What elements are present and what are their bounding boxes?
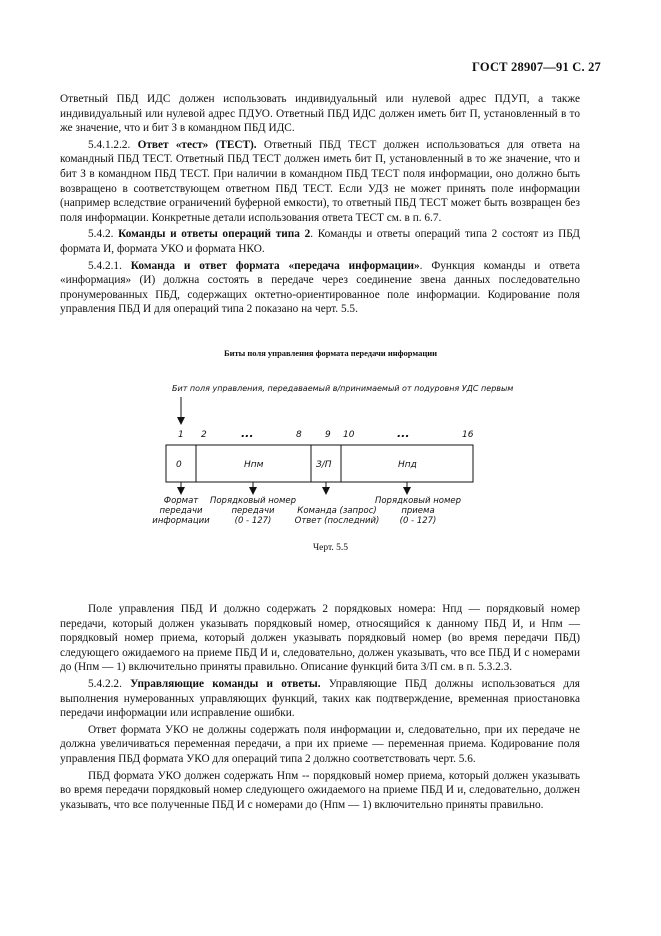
clause-title: Команды и ответы операций типа 2 [118,228,311,241]
figure-title: Биты поля управления формата передачи информации [223,348,438,358]
legend-line: Порядковый номер [209,496,297,506]
legend-line: Формат [163,496,199,506]
bit-label: 9 [325,430,331,440]
figure-caption: Черт. 5.5 [312,543,349,553]
bit-label: 8 [296,430,302,440]
paragraph: Ответ формата УКО не должны содержать поля информации и, следовательно, при их передаче не должна увеличиваться переменная передачи, а при их приеме — переменная приема. Кодирование поля управления ПБД формата УКО для операций типа 2 должно соответствовать черт. 5.6. [60,723,580,765]
bit-label: 10 [343,430,355,440]
legend-line: Порядковый номер [374,496,462,506]
legend-line: (0 - 127) [234,516,272,526]
cell-npm: Нпм [244,460,264,470]
arrow-head [177,487,185,495]
legend-line: (0 - 127) [399,516,437,526]
paragraph [60,227,580,256]
bottom-text-block [60,602,580,814]
bit-label: ... [397,427,410,440]
clause-number: 5.4.1.2.2. [88,138,131,151]
legend-line: информации [152,516,210,526]
arrow-head [249,487,257,495]
arrow-head [403,487,411,495]
top-text-block [60,92,580,319]
clause-text: Ответный ПБД ТЕСТ должен использоваться для ответа на командный ПБД ТЕСТ. Ответный ПБД ТЕСТ должен иметь бит П, установленный в то же значение, что и бит З в командном ПБД ТЕСТ. При наличии в командном ПБД ТЕСТ поля информации, оно должно быть возвращено в соответствующем ответном ПБД ТЕСТ. Если УДЗ не может принять поле информации (например вследствие ограничений буферной емкости), то ответный ПБД ТЕСТ может быть возвращен без поля информации. Конкретные детали использования ответа ТЕСТ см. в п. 6.7. [60,138,581,224]
legend-line: передачи [231,506,275,516]
legend-line: Команда (запрос) [297,506,377,516]
legend-line: приема [401,506,435,516]
cell-format: 0 [176,460,182,470]
paragraph [60,677,580,721]
cell-zp: З/П [316,460,332,470]
legend-line: передачи [159,506,203,516]
paragraph [60,259,580,317]
clause-title: Команда и ответ формата «передача информации» [130,259,420,272]
bit-label: ... [241,427,254,440]
arrow-head [322,487,330,495]
page-header: ГОСТ 28907—91 С. 27 [472,60,601,74]
clause-text: Управляющие ПБД должны использоваться для выполнения нумерованных управляющих функций, таких как подтверждение, временная приостановка передачи информации или исправление ошибки. [60,677,580,720]
clause-title: Ответ «тест» (ТЕСТ). [137,138,257,151]
clause-text: . Команды и ответы операций типа 2 состоят из ПБД формата И, формата УКО и формата НКО. [60,228,580,255]
legend-line: Ответ (последний) [294,516,380,526]
clause-title: Управляющие команды и ответы. [130,677,321,690]
bit-label: 16 [462,430,474,440]
paragraph [60,138,580,226]
clause-text: . Функция команды и ответа «информация» (И) должна состоять в передаче через соединение звена данных последовательно пронумерованных ПБД, содержащих октетно-ориентированное поле информации. Кодирование поля управления ПБД И для операций типа 2 показано на черт. 5.5. [60,259,581,316]
paragraph: Поле управления ПБД И должно содержать 2 порядковых номера: Нпд — порядковый номер передачи, который должен указывать порядковый номер, относящийся к данному ПБД И, и Нпм — порядковый номер приема, который должен указывать порядковый номер (во время передачи ПБД) следующего ожидаемого на приеме ПБД И и, следовательно, должен указывать, что все ПБД И с номерами до (Нпм — 1) включительно приняты правильно. Описание функций бита З/П см. в п. 5.3.2.3. [60,603,580,674]
arrow-note: Бит поля управления, передаваемый в/принимаемый от подуровня УДС первым [172,384,514,393]
paragraph: Ответный ПБД ИДС должен использовать индивидуальный или нулевой адрес ПДУП, а также индивидуальный или нулевой адрес ПДУО. Ответный ПБД ИДС должен иметь бит П, установленный в то же значение, что и бит З в командном ПБД ИДС. [60,93,580,135]
bit-label: 1 [178,430,184,440]
arrow-head [177,417,185,425]
clause-number: 5.4.2.1. [88,259,122,272]
cell-npd: Нпд [398,460,417,470]
clause-number: 5.4.2.2. [88,677,122,690]
bit-label: 2 [201,430,207,440]
clause-number: 5.4.2. [88,228,114,241]
paragraph: ПБД формата УКО должен содержать Нпм -- порядковый номер приема, который должен указывать во время передачи порядковый номер следующего ожидаемого на приеме ПБД И и, следовательно, должен указывать, что все полученные ПБД И с номерами до (Нпм — 1) включительно приняты правильно. [60,769,580,811]
